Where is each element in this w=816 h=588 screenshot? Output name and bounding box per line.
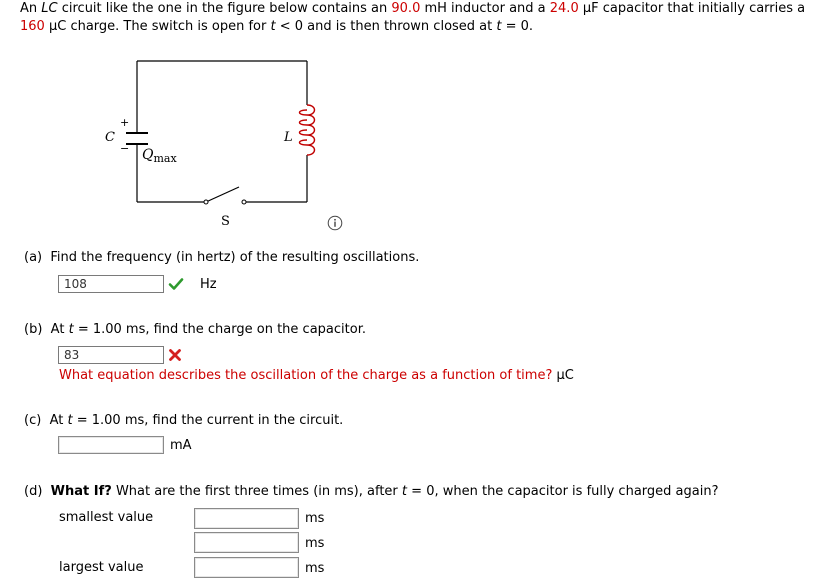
minus-sign: − <box>120 142 130 155</box>
capacitance-value: 24.0 <box>549 1 579 16</box>
part-b-answer-input[interactable]: 83 <box>58 346 164 364</box>
part-b-question: (b) At t = 1.00 ms, find the charge on the capacitor. <box>24 322 366 337</box>
lc-circuit-figure <box>100 55 360 230</box>
inductor-coil <box>300 105 315 155</box>
info-icon[interactable] <box>327 215 343 231</box>
part-d-answer-input-2[interactable] <box>194 532 299 553</box>
part-a-question: (a) Find the frequency (in hertz) of the resulting oscillations. <box>24 250 420 265</box>
part-c-answer-input[interactable] <box>58 436 164 454</box>
largest-value-label: largest value <box>59 560 144 575</box>
inductor-label: L <box>284 130 293 145</box>
inductance-value: 90.0 <box>391 1 421 16</box>
part-c-unit: mA <box>170 438 192 453</box>
capacitor-label: C <box>105 130 115 145</box>
cross-icon <box>168 348 182 362</box>
part-b-unit: µC <box>556 368 574 383</box>
qmax-label: $Q_{max}$ <box>142 147 177 165</box>
problem-statement: An LC circuit like the one in the figure below contains an 90.0 mH inductor and a 24.0 µF capacitor that initially carries a 160 µC charge. The switch is open for t < 0 and is then thrown closed at t = 0. <box>20 1 806 34</box>
part-d-unit-3: ms <box>305 561 325 576</box>
charge-value: 160 <box>20 19 45 34</box>
capacitor-symbol <box>126 133 148 144</box>
part-a-answer-input[interactable]: 108 <box>58 275 164 293</box>
part-c-question: (c) At t = 1.00 ms, find the current in the circuit. <box>24 413 344 428</box>
part-d-unit-1: ms <box>305 511 325 526</box>
smallest-value-label: smallest value <box>59 510 154 525</box>
part-a-unit: Hz <box>200 277 217 292</box>
checkmark-icon <box>168 276 184 292</box>
part-d-answer-input-1[interactable] <box>194 508 299 529</box>
switch-label: S <box>221 214 230 229</box>
part-d-question: (d) What If? What are the first three times (in ms), after t = 0, when the capacitor is fully charged again? <box>24 484 719 499</box>
plus-sign: + <box>120 116 130 129</box>
part-b-feedback: What equation describes the oscillation of the charge as a function of time? µC <box>59 368 574 383</box>
part-d-answer-input-3[interactable] <box>194 557 299 578</box>
part-d-unit-2: ms <box>305 536 325 551</box>
